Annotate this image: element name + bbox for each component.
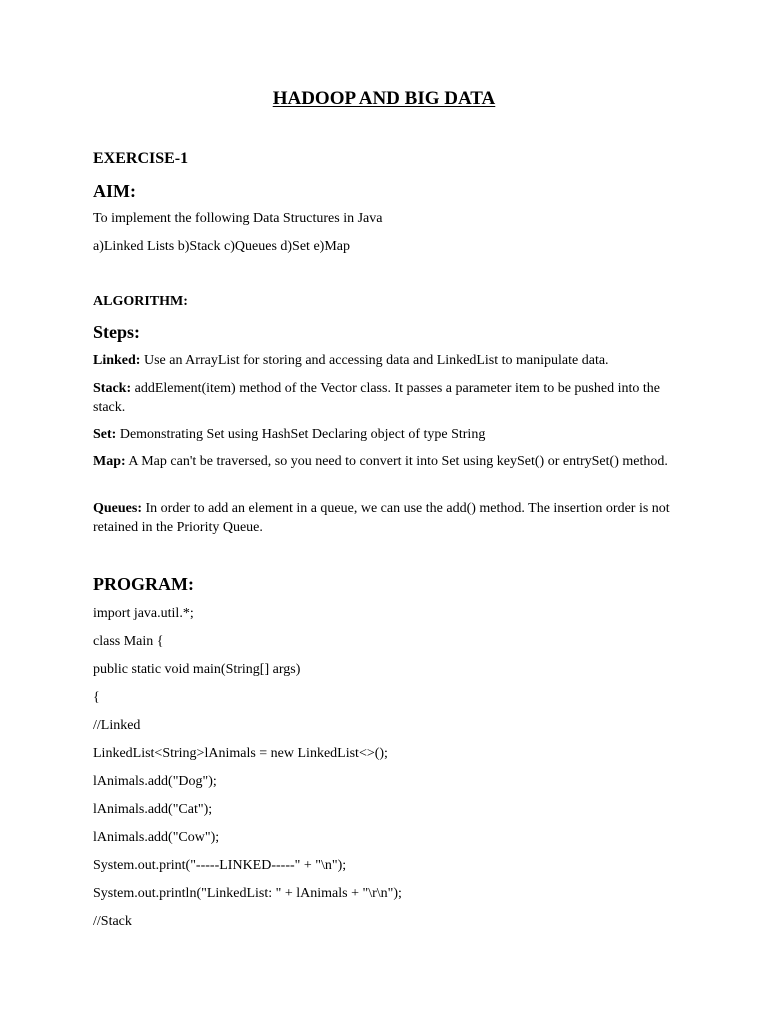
step-text: Use an ArrayList for storing and accessing data and LinkedList to manipulate data. (140, 353, 609, 368)
exercise-heading: EXERCISE-1 (93, 150, 189, 167)
step-label: Stack: (93, 381, 132, 396)
step-linked (93, 352, 683, 371)
code-line: class Main { (93, 634, 164, 649)
steps-heading: Steps: (93, 322, 141, 342)
step-stack (93, 380, 683, 417)
code-line: //Stack (93, 914, 132, 929)
step-text: In order to add an element in a queue, we can use the add() method. The insertion order is not retained in the Priority Queue. (93, 501, 670, 535)
code-line: import java.util.*; (93, 606, 194, 621)
step-label: Set: (93, 427, 117, 442)
aim-list: a)Linked Lists b)Stack c)Queues d)Set e)Map (93, 239, 350, 254)
step-map (93, 453, 683, 472)
program-heading: PROGRAM: (93, 574, 194, 594)
code-line: public static void main(String[] args) (93, 662, 301, 677)
step-text: A Map can't be traversed, so you need to convert it into Set using keySet() or entrySet() method. (125, 454, 668, 469)
code-line: { (93, 690, 100, 705)
code-line: lAnimals.add("Cat"); (93, 802, 213, 817)
step-text: Demonstrating Set using HashSet Declaring object of type String (116, 427, 486, 442)
algorithm-heading: ALGORITHM: (93, 294, 188, 309)
code-line: lAnimals.add("Dog"); (93, 774, 217, 789)
aim-text: To implement the following Data Structures in Java (93, 211, 383, 226)
code-line: System.out.print("-----LINKED-----" + "\n"); (93, 858, 347, 873)
step-label: Map: (93, 454, 126, 469)
step-text: addElement(item) method of the Vector class. It passes a parameter item to be pushed into the stack. (93, 381, 660, 415)
document-title: HADOOP AND BIG DATA (272, 88, 496, 109)
step-label: Linked: (93, 353, 141, 368)
code-line: System.out.println("LinkedList: " + lAnimals + "\r\n"); (93, 886, 402, 901)
step-label: Queues: (93, 501, 142, 516)
step-set (93, 426, 683, 445)
code-line: lAnimals.add("Cow"); (93, 830, 220, 845)
step-queues (93, 500, 683, 537)
code-line: //Linked (93, 718, 141, 733)
code-line: LinkedList<String>lAnimals = new LinkedList<>(); (93, 746, 388, 761)
aim-heading: AIM: (93, 181, 136, 201)
